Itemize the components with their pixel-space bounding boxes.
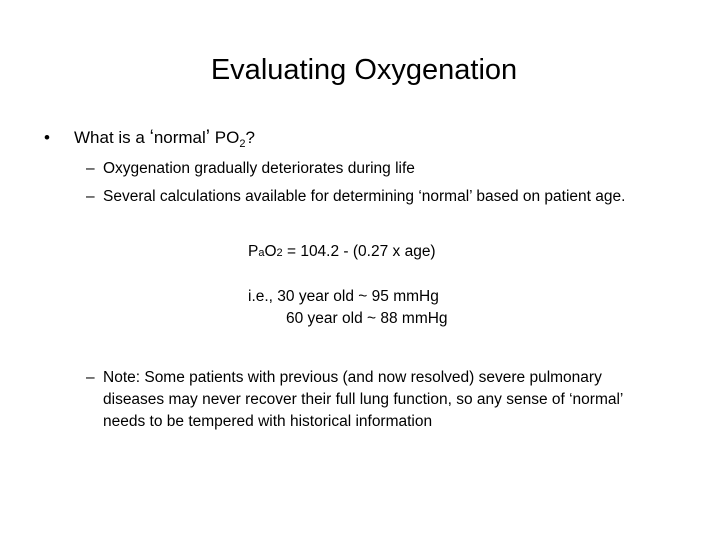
slide-title: Evaluating Oxygenation [210, 54, 518, 86]
bullet-text [74, 127, 255, 151]
sub-bullet-marker: – [86, 160, 95, 177]
bullet-prefix: What is a [74, 128, 150, 147]
pao2-formula [248, 242, 436, 263]
bullet-subscript: 2 [239, 138, 246, 150]
formula-p: P [248, 243, 259, 260]
bullet-word: normal [153, 128, 206, 147]
close-quote: ’ [205, 127, 211, 148]
sub-bullet-text: Note: Some patients with previous (and now resolved) severe pulmonary diseases may never recover their full lung function, so any sense of ‘normal’ needs to be tempered with historical information [103, 369, 623, 430]
sub-bullet-text: Several calculations available for determining ‘normal’ based on patient age. [103, 188, 626, 205]
example-60-year: 60 year old ~ 88 mmHg [286, 310, 448, 327]
bullet-po: PO [210, 128, 240, 147]
example-30-year: i.e., 30 year old ~ 95 mmHg [248, 288, 439, 305]
formula-a: a [258, 247, 265, 259]
formula-rest: = 104.2 - (0.27 x age) [282, 243, 436, 260]
sub-bullet-marker: – [86, 369, 95, 386]
formula-two: 2 [276, 247, 283, 259]
bullet-marker: • [44, 128, 50, 147]
formula-o: O [264, 243, 277, 260]
open-quote: ‘ [149, 127, 154, 148]
sub-bullet-text: Oxygenation gradually deteriorates during life [103, 160, 415, 177]
bullet-suffix: ? [245, 128, 255, 147]
sub-bullet-marker: – [86, 188, 95, 205]
